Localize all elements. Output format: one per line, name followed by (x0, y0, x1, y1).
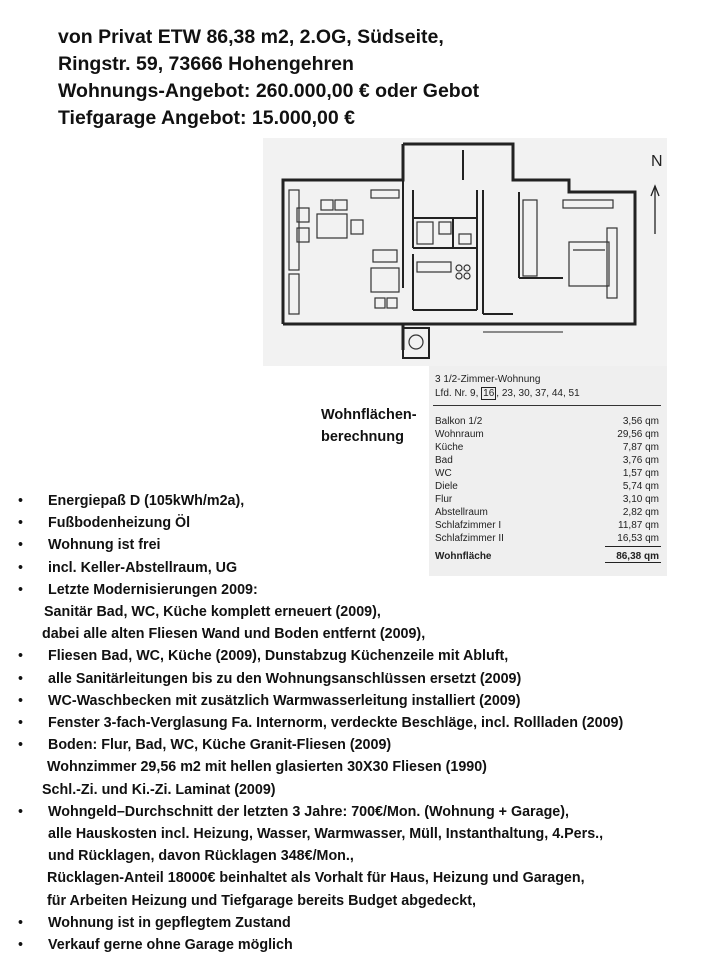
feature-bullet: • Verkauf gerne ohne Garage möglich (14, 934, 694, 956)
feature-bullet: • Fenster 3-fach-Verglasung Fa. Internorm, verdeckte Beschläge, incl. Rollladen (2009) (14, 712, 694, 734)
feature-bullet: • Fußbodenheizung Öl (14, 512, 694, 534)
row-label: Abstellraum (435, 507, 488, 518)
listing-header (58, 24, 479, 132)
row-value: 5,74 qm (622, 481, 659, 492)
row-label: Balkon 1/2 (435, 416, 483, 427)
area-table-lfd (435, 388, 580, 399)
header-line-price: Wohnungs-Angebot: 260.000,00 € oder Gebot (58, 80, 480, 102)
row-value: 3,76 qm (622, 455, 659, 466)
floor-plan (263, 138, 667, 366)
feature-list (14, 490, 694, 956)
row-label: Diele (435, 481, 458, 492)
header-line-garage-price: Tiefgarage Angebot: 15.000,00 € (58, 107, 355, 129)
feature-bullet: • incl. Keller-Abstellraum, UG (14, 557, 694, 579)
row-value: 16,53 qm (617, 533, 659, 544)
row-label: Schlafzimmer I (435, 520, 502, 531)
table-row (435, 455, 659, 467)
area-calculation-label (321, 404, 417, 448)
row-value: 1,57 qm (622, 468, 659, 479)
lfd-suffix: , 23, 30, 37, 44, 51 (496, 388, 580, 399)
feature-continuation: und Rücklagen, davon Rücklagen 348€/Mon., (48, 848, 354, 865)
row-label: Flur (435, 494, 453, 505)
header-line-address: Ringstr. 59, 73666 Hohengehren (58, 53, 354, 75)
total-label: Wohnfläche (435, 551, 492, 562)
floor-plan-drawing (263, 138, 667, 366)
feature-continuation: Rücklagen-Anteil 18000€ beinhaltet als Vorhalt für Haus, Heizung und Garagen, (47, 870, 585, 887)
row-label: Bad (435, 455, 453, 466)
feature-bullet: • Wohnung ist in gepflegtem Zustand (14, 912, 694, 934)
table-row (435, 416, 659, 428)
total-value: 86,38 qm (616, 551, 659, 562)
row-value: 11,87 qm (618, 520, 659, 531)
row-value: 7,87 qm (622, 442, 659, 453)
feature-continuation: alle Hauskosten incl. Heizung, Wasser, Warmwasser, Müll, Instanthaltung, 4.Pers., (48, 826, 604, 843)
table-row (435, 468, 659, 480)
table-divider (433, 405, 661, 406)
feature-continuation: Schl.-Zi. und Ki.-Zi. Laminat (2009) (42, 781, 276, 798)
feature-bullet: • Fliesen Bad, WC, Küche (2009), Dunstabzug Küchenzeile mit Abluft, (14, 645, 694, 667)
area-calculation-label-line1: Wohnflächen- (321, 407, 417, 423)
row-label: Wohnraum (435, 429, 484, 440)
feature-bullet: • alle Sanitärleitungen bis zu den Wohnungsanschlüssen ersetzt (2009) (14, 668, 694, 690)
feature-bullet: • WC-Waschbecken mit zusätzlich Warmwasserleitung installiert (2009) (14, 690, 694, 712)
feature-bullet: • Boden: Flur, Bad, WC, Küche Granit-Fliesen (2009) (14, 734, 694, 756)
row-label: Küche (435, 442, 464, 453)
feature-continuation: für Arbeiten Heizung und Tiefgarage bereits Budget abgedeckt, (47, 892, 476, 909)
feature-continuation: Wohnzimmer 29,56 m2 mit hellen glasierten 30X30 Fliesen (1990) (47, 759, 487, 776)
feature-bullet: • Wohnung ist frei (14, 534, 694, 556)
area-calculation-label-line2: berechnung (321, 429, 404, 445)
feature-bullet: • Energiepaß D (105kWh/m2a), (14, 490, 694, 512)
lfd-highlight: 16 (483, 388, 495, 399)
header-line-title: von Privat ETW 86,38 m2, 2.OG, Südseite, (58, 26, 444, 48)
row-value: 29,56 qm (617, 429, 659, 440)
area-table-title: 3 1/2-Zimmer-Wohnung (435, 374, 541, 385)
lfd-prefix: Lfd. Nr. 9, (435, 388, 479, 399)
row-label: WC (435, 468, 452, 479)
feature-bullet: • Letzte Modernisierungen 2009: (14, 579, 694, 601)
table-row (435, 442, 659, 454)
feature-continuation: Sanitär Bad, WC, Küche komplett erneuert (2009), (44, 604, 381, 621)
row-value: 3,56 qm (622, 416, 659, 427)
table-row (435, 429, 659, 441)
row-value: 3,10 qm (622, 494, 659, 505)
feature-continuation: dabei alle alten Fliesen Wand und Boden entfernt (2009), (42, 626, 426, 643)
row-label: Schlafzimmer II (435, 533, 504, 544)
north-label: N (651, 153, 663, 170)
feature-bullet: • Wohngeld–Durchschnitt der letzten 3 Jahre: 700€/Mon. (Wohnung + Garage), (14, 801, 694, 823)
row-value: 2,82 qm (622, 507, 659, 518)
